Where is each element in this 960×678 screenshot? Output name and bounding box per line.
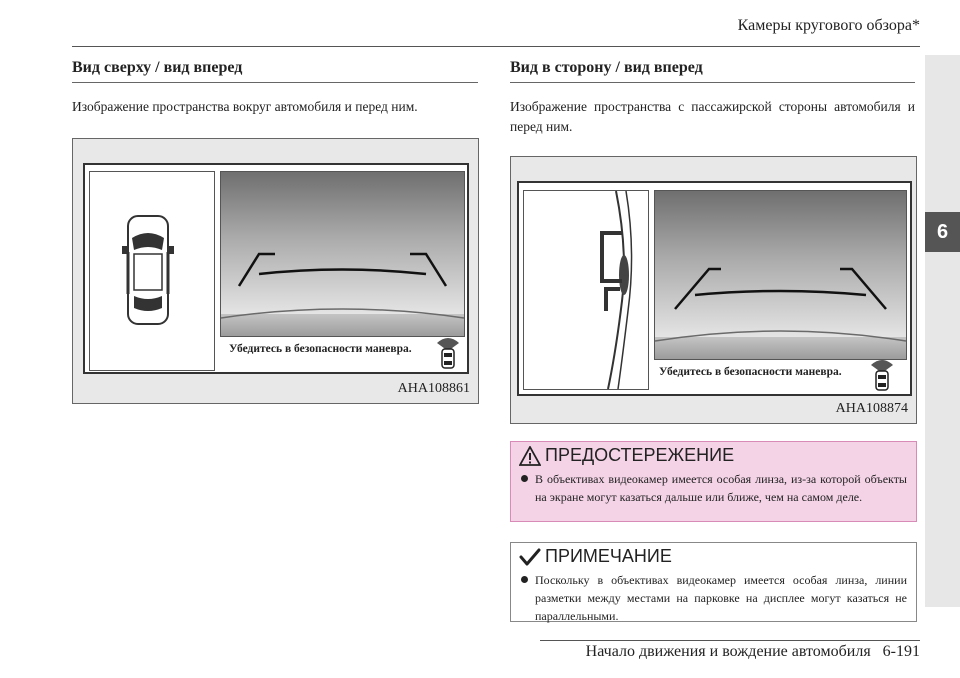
camera-view-car-icon — [869, 357, 895, 391]
checkmark-icon — [519, 547, 541, 567]
front-camera-panel — [654, 190, 907, 360]
top-front-view-figure — [72, 138, 479, 404]
figure-code: AHA108861 — [397, 381, 470, 396]
left-section-description: Изображение пространства вокруг автомобиля и перед ним. — [72, 99, 418, 114]
parking-guide-lines — [655, 191, 906, 359]
display-screen — [517, 181, 912, 396]
footer-divider — [540, 640, 920, 641]
side-camera-panel — [523, 190, 649, 390]
warning-heading — [519, 445, 734, 466]
chapter-number-tab: 6 — [925, 212, 960, 252]
bullet-icon — [521, 475, 528, 482]
warning-text: В объективах видеокамер имеется особая линза, из-за которой объекты на экране могут казаться дальше или ближе, чем на самом деле. — [535, 472, 907, 504]
camera-view-car-icon — [435, 335, 461, 369]
note-box — [510, 542, 917, 622]
note-heading-text: ПРИМЕЧАНИЕ — [545, 546, 672, 566]
safety-message: Убедитесь в безопасности маневра. — [659, 366, 842, 378]
warning-box — [510, 441, 917, 522]
header-divider — [72, 46, 920, 47]
left-section-title: Вид сверху / вид вперед — [72, 59, 243, 76]
figure-code: AHA108874 — [835, 401, 908, 416]
right-section-title: Вид в сторону / вид вперед — [510, 59, 703, 76]
car-top-view-icon — [118, 210, 178, 330]
right-section-description: Изображение пространства с пассажирской стороны автомобиля и перед ним. — [510, 99, 915, 134]
chapter-side-tab — [925, 55, 960, 607]
page-number: 6-191 — [882, 643, 920, 660]
car-side-contour — [524, 191, 648, 389]
left-section-divider — [72, 82, 478, 83]
note-heading — [519, 546, 672, 567]
warning-triangle-icon — [519, 446, 541, 466]
chapter-header-title: Камеры кругового обзора* — [737, 17, 920, 34]
warning-heading-text: ПРЕДОСТЕРЕЖЕНИЕ — [545, 445, 735, 465]
bullet-icon — [521, 576, 528, 583]
footer-section-name: Начало движения и вождение автомобиля — [585, 643, 871, 660]
top-view-panel — [89, 171, 215, 371]
note-text: Поскольку в объективах видеокамер имеется особая линза, линии разметки между местами на парковке на дисплее могут казаться не параллельными. — [535, 573, 907, 623]
page-footer — [586, 643, 920, 661]
side-front-view-figure — [510, 156, 917, 424]
safety-message: Убедитесь в безопасности маневра. — [229, 343, 412, 355]
parking-guide-lines — [221, 172, 464, 336]
right-section-divider — [510, 82, 915, 83]
display-screen — [83, 163, 469, 374]
front-camera-panel — [220, 171, 465, 337]
